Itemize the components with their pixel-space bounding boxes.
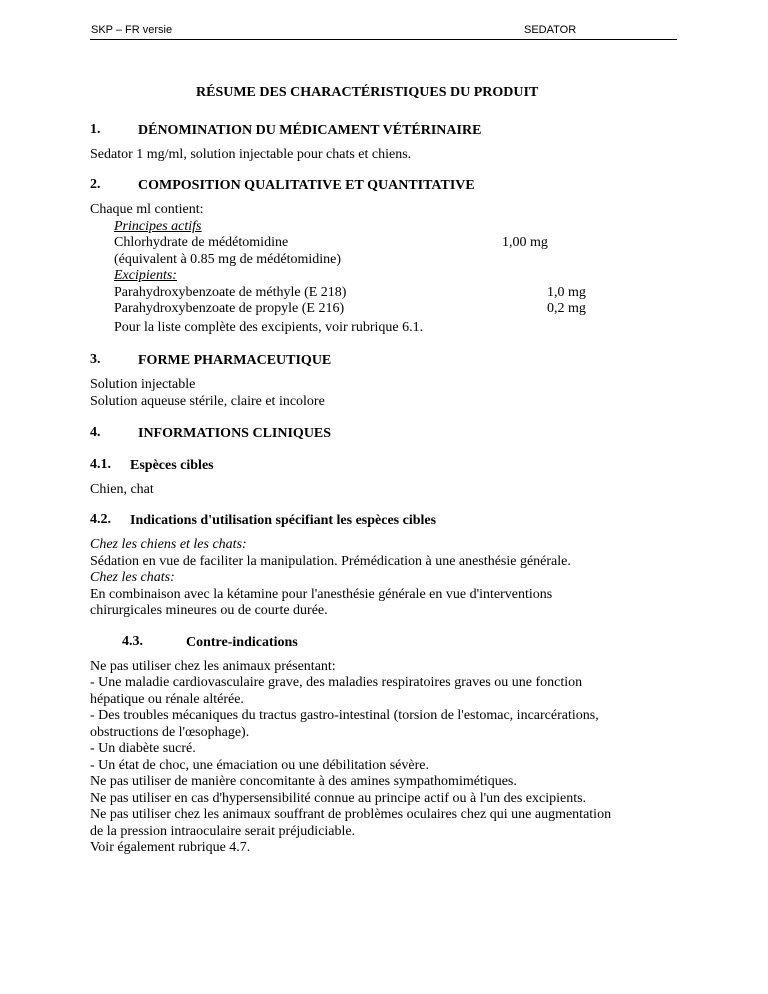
section-4-2-text-2b: chirurgicales mineures ou de courte durée. — [90, 603, 328, 618]
contraindication-line: - Un état de choc, une émaciation ou une débilitation sévère. — [90, 758, 429, 773]
section-4-1-heading: Espèces cibles — [130, 458, 214, 473]
section-1-heading: DÉNOMINATION DU MÉDICAMENT VÉTÉRINAIRE — [138, 123, 482, 138]
section-4-1-text: Chien, chat — [90, 482, 154, 497]
section-3-heading: FORME PHARMACEUTIQUE — [138, 353, 332, 368]
section-4-2-number: 4.2. — [90, 512, 111, 527]
excipients-label: Excipients: — [114, 268, 177, 283]
section-4-2-text-2a: En combinaison avec la kétamine pour l'anesthésie générale en vue d'interventions — [90, 587, 553, 602]
excipients-note: Pour la liste complète des excipients, voir rubrique 6.1. — [114, 320, 424, 335]
active-equivalent: (équivalent à 0.85 mg de médétomidine) — [114, 252, 342, 267]
section-4-2-heading: Indications d'utilisation spécifiant les espèces cibles — [130, 513, 437, 528]
contraindication-line: de la pression intraoculaire serait préjudiciable. — [90, 824, 356, 839]
active-name: Chlorhydrate de médétomidine — [114, 235, 289, 250]
contraindication-line: Ne pas utiliser de manière concomitante à des amines sympathomimétiques. — [90, 774, 517, 789]
contraindication-line: Ne pas utiliser chez les animaux souffrant de problèmes oculaires chez qui une augmentation — [90, 807, 612, 822]
section-4-3-heading: Contre-indications — [186, 635, 298, 650]
contraindication-line: hépatique ou rénale altérée. — [90, 692, 244, 707]
contraindication-line: obstructions de l'œsophage). — [90, 725, 250, 740]
section-3-number: 3. — [90, 352, 101, 367]
excipient-2-quantity: 0,2 mg — [547, 301, 586, 316]
contraindication-line: - Des troubles mécaniques du tractus gastro-intestinal (torsion de l'estomac, incarcérations, — [90, 708, 599, 723]
document-title: RÉSUME DES CHARACTÉRISTIQUES DU PRODUIT — [196, 85, 539, 100]
section-1-number: 1. — [90, 122, 101, 137]
contraindication-line: Voir également rubrique 4.7. — [90, 840, 251, 855]
section-1-text: Sedator 1 mg/ml, solution injectable pour chats et chiens. — [90, 147, 412, 162]
header-right: SEDATOR — [524, 24, 577, 36]
composition-intro: Chaque ml contient: — [90, 202, 204, 217]
contraindication-line: Ne pas utiliser en cas d'hypersensibilité connue au principe actif ou à l'un des excipients. — [90, 791, 587, 806]
section-4-2-text-1: Sédation en vue de faciliter la manipulation. Prémédication à une anesthésie générale. — [90, 554, 571, 569]
contraindication-line: Ne pas utiliser chez les animaux présentant: — [90, 659, 336, 674]
section-4-2-subheading-1: Chez les chiens et les chats: — [90, 537, 247, 552]
section-4-1-number: 4.1. — [90, 457, 111, 472]
section-2-number: 2. — [90, 177, 101, 192]
contraindication-line: - Un diabète sucré. — [90, 741, 196, 756]
section-3-line-2: Solution aqueuse stérile, claire et incolore — [90, 394, 325, 409]
section-4-3-number: 4.3. — [122, 634, 143, 649]
section-3-line-1: Solution injectable — [90, 377, 196, 392]
active-label: Principes actifs — [114, 219, 202, 234]
section-2-heading: COMPOSITION QUALITATIVE ET QUANTITATIVE — [138, 178, 475, 193]
excipient-1-name: Parahydroxybenzoate de méthyle (E 218) — [114, 285, 347, 300]
excipient-2-name: Parahydroxybenzoate de propyle (E 216) — [114, 301, 345, 316]
header-left: SKP – FR versie — [91, 24, 173, 36]
contraindication-line: - Une maladie cardiovasculaire grave, des maladies respiratoires graves ou une fonction — [90, 675, 583, 690]
excipient-1-quantity: 1,0 mg — [547, 285, 586, 300]
section-4-heading: INFORMATIONS CLINIQUES — [138, 426, 332, 441]
header-divider — [90, 39, 677, 40]
section-4-2-subheading-2: Chez les chats: — [90, 570, 175, 585]
active-quantity: 1,00 mg — [502, 235, 548, 250]
section-4-number: 4. — [90, 425, 101, 440]
